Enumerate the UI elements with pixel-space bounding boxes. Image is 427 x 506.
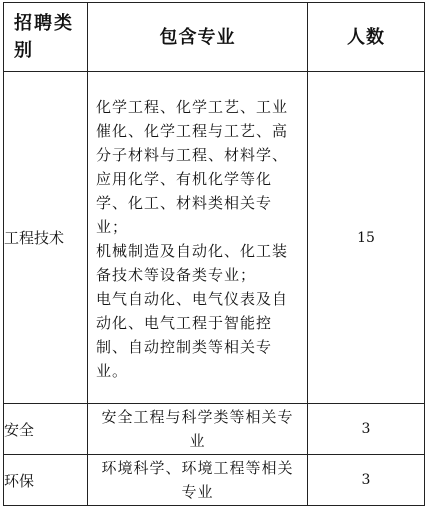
- majors-paragraph: 机械制造及自动化、化工装备技术等设备类专业；: [96, 242, 289, 284]
- majors-cell: [88, 404, 308, 455]
- count-cell: 3: [308, 404, 425, 455]
- category-cell: 环保: [4, 455, 88, 506]
- majors-cell: [88, 455, 308, 506]
- header-row: [4, 3, 425, 72]
- header-majors: 包含专业: [88, 3, 308, 72]
- recruitment-table: [3, 2, 425, 506]
- category-cell: 工程技术: [4, 72, 88, 404]
- majors-paragraph: 化学工程、化学工艺、工业催化、化学工程与工艺、高分子材料与工程、材料学、应用化学、有机化学等化学、化工、材料类相关专业；: [96, 98, 289, 236]
- table-row: [4, 455, 425, 506]
- header-category: 招聘类别: [4, 3, 88, 72]
- count-cell: 3: [308, 455, 425, 506]
- table-row: [4, 404, 425, 455]
- table-row: [4, 72, 425, 404]
- majors-paragraph: 环境科学、环境工程等相关专业: [101, 459, 294, 501]
- count-cell: 15: [308, 72, 425, 404]
- header-count: 人数: [308, 3, 425, 72]
- majors-cell: [88, 72, 308, 404]
- majors-paragraph: 电气自动化、电气仪表及自动化、电气工程于智能控制、自动控制类等相关专业。: [96, 290, 289, 380]
- majors-paragraph: 安全工程与科学类等相关专业: [101, 408, 294, 450]
- category-cell: 安全: [4, 404, 88, 455]
